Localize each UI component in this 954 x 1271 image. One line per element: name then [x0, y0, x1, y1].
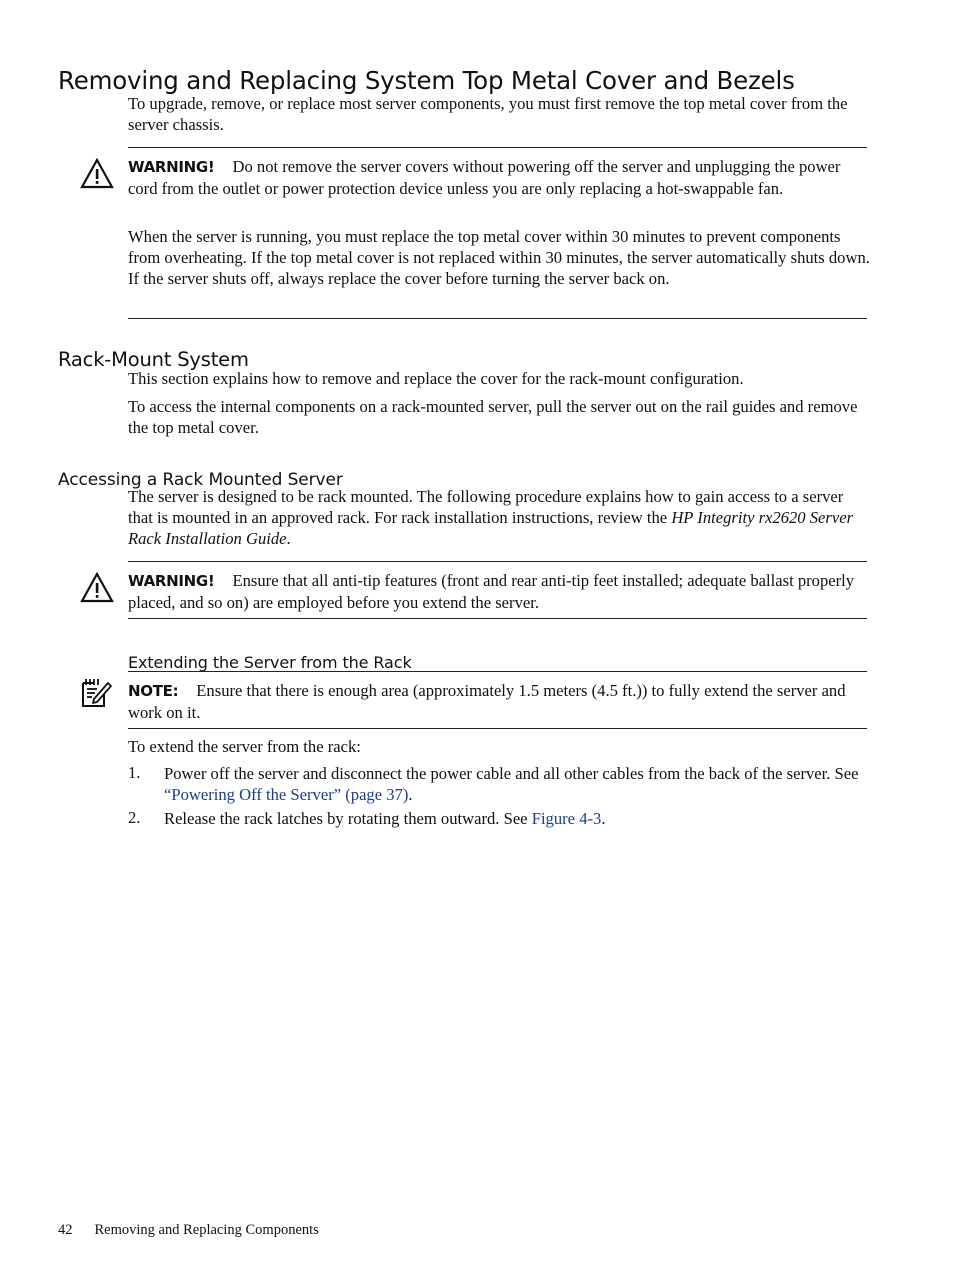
note-body: Ensure that there is enough area (approximately 1.5 meters (4.5 ft.)) to fully extend the server and work on it. [128, 681, 846, 722]
step-text [164, 763, 870, 805]
procedure-intro: To extend the server from the rack: [128, 737, 361, 756]
accessing-paragraph [128, 486, 870, 549]
note-top-rule [128, 671, 867, 672]
warning-top-rule [128, 147, 867, 148]
warning-bottom-rule [128, 318, 867, 319]
step-number: 1. [128, 763, 141, 782]
accessing-heading: Accessing a Rack Mounted Server [58, 470, 343, 490]
warning-2-text [128, 570, 870, 613]
step-1-end: . [408, 785, 413, 804]
note-bottom-rule [128, 728, 867, 729]
step-2-text: Release the rack latches by rotating them outward. See [164, 809, 528, 828]
warning-2-bottom-rule [128, 618, 867, 619]
step-text [164, 808, 870, 829]
warning-1-followup: When the server is running, you must replace the top metal cover within 30 minutes to prevent components from overheating. If the top metal cover is not replaced within 30 minutes, the server automatically shuts down. If the server shuts off, always replace the cover before turning the server back on. [128, 227, 870, 288]
rack-mount-para-2: To access the internal components on a rack-mounted server, pull the server out on the rail guides and remove the top metal cover. [128, 397, 858, 437]
page-number: 42 [58, 1222, 73, 1238]
warning-2-body: Ensure that all anti-tip features (front and rear anti-tip feet installed; adequate ballast properly placed, and so on) are employed before you extend the server. [128, 571, 855, 612]
note-pencil-icon [80, 677, 112, 714]
warning-triangle-icon [80, 158, 114, 195]
accessing-text-end: . [286, 529, 291, 548]
figure-4-3-link[interactable]: Figure 4-3 [531, 809, 602, 828]
note-text [128, 680, 870, 723]
warning-1-body: Do not remove the server covers without powering off the server and unplugging the power cord from the outlet or power protection device unless you are only replacing a hot-swappable fan. [128, 157, 841, 198]
page-footer [58, 1222, 319, 1239]
note-label: NOTE: [128, 682, 179, 700]
step-1-text: Power off the server and disconnect the power cable and all other cables from the back of the server. See [164, 764, 859, 783]
powering-off-link[interactable]: “Powering Off the Server” (page 37) [164, 785, 409, 804]
guide-title: HP Integrity rx2620 Server Rack Installation Guide [128, 508, 854, 548]
warning-1-text [128, 156, 870, 199]
section-title: Removing and Replacing System Top Metal Cover and Bezels [58, 66, 795, 96]
step-2-end: . [601, 809, 606, 828]
warning-label: WARNING! [128, 572, 215, 590]
rack-mount-heading: Rack-Mount System [58, 348, 249, 372]
warning-2-top-rule [128, 561, 867, 562]
rack-mount-para-1: This section explains how to remove and replace the cover for the rack-mount configuration. [128, 369, 744, 388]
warning-label: WARNING! [128, 158, 215, 176]
step-number: 2. [128, 808, 141, 827]
warning-triangle-icon [80, 572, 114, 609]
intro-paragraph: To upgrade, remove, or replace most server components, you must first remove the top metal cover from the server chassis. [128, 94, 848, 134]
chapter-title: Removing and Replacing Components [94, 1222, 319, 1238]
accessing-text: The server is designed to be rack mounted. The following procedure explains how to gain access to a server that is mounted in an approved rack. For rack installation instructions, review the [128, 487, 844, 527]
extending-heading: Extending the Server from the Rack [128, 653, 412, 673]
